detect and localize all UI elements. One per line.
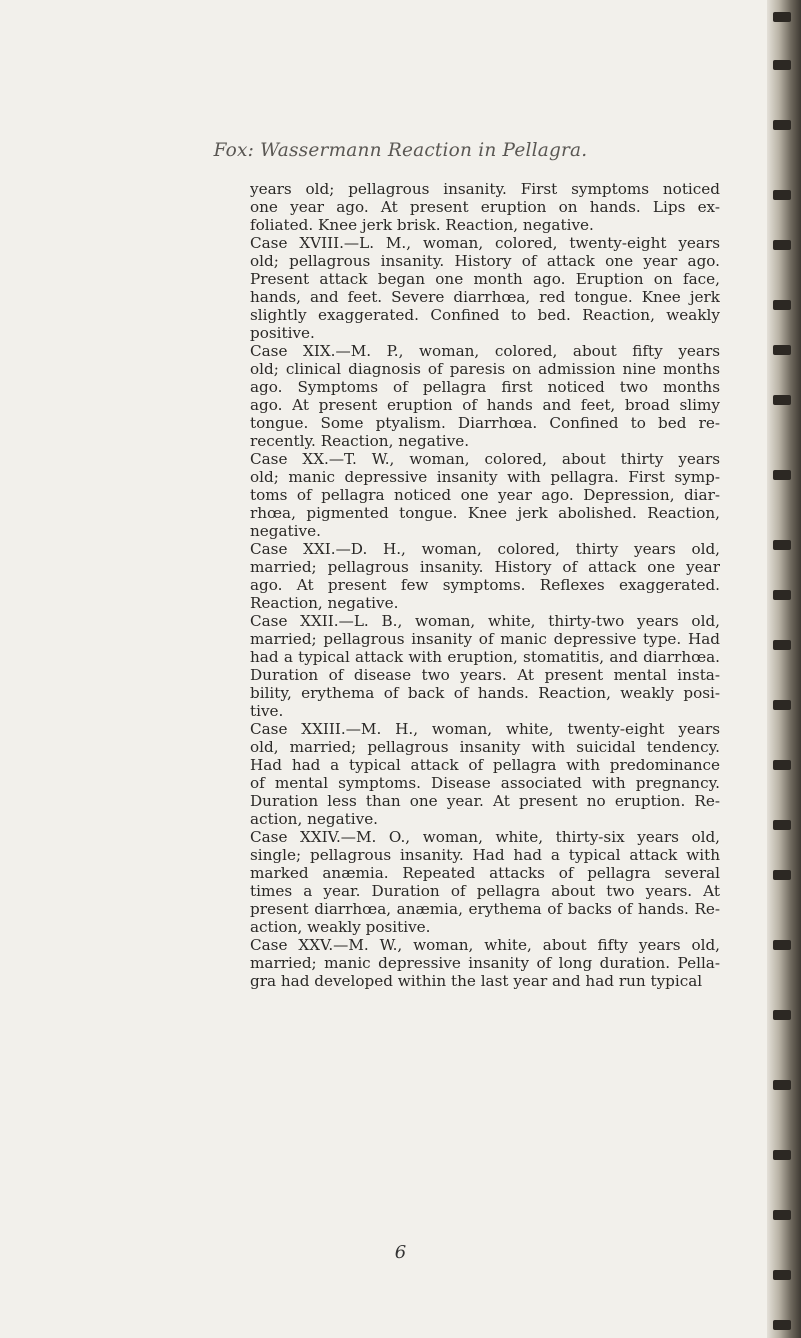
edge-mark bbox=[773, 640, 791, 650]
text-line: action, negative. bbox=[250, 810, 379, 828]
text-line: Reaction, negative. bbox=[250, 594, 399, 612]
text-line: gra had developed within the last year and had run typical bbox=[250, 972, 703, 990]
text-line: old; pellagrous insanity. History of attack one year ago. bbox=[250, 252, 720, 270]
edge-mark bbox=[773, 1080, 791, 1090]
text-line: years old; pellagrous insanity. First symptoms noticed bbox=[250, 180, 720, 198]
body-text bbox=[250, 180, 720, 990]
text-line: times a year. Duration of pellagra about two years. At bbox=[250, 882, 720, 900]
text-line: ago. Symptoms of pellagra first noticed two months bbox=[250, 378, 720, 396]
edge-mark bbox=[773, 590, 791, 600]
text-line: negative. bbox=[250, 522, 321, 540]
edge-mark bbox=[773, 470, 791, 480]
text-line: positive. bbox=[250, 324, 315, 342]
text-line: marked anæmia. Repeated attacks of pellagra several bbox=[250, 864, 720, 882]
edge-mark bbox=[773, 60, 791, 70]
text-line: Present attack began one month ago. Eruption on face, bbox=[250, 270, 720, 288]
text-line: hands, and feet. Severe diarrhœa, red tongue. Knee jerk bbox=[250, 288, 720, 306]
edge-mark bbox=[773, 1210, 791, 1220]
text-line: Case XIX.—M. P., woman, colored, about fifty years bbox=[250, 342, 720, 360]
text-line: single; pellagrous insanity. Had had a typical attack with bbox=[250, 846, 720, 864]
text-line: Case XXII.—L. B., woman, white, thirty-two years old, bbox=[250, 612, 720, 630]
text-line: action, weakly positive. bbox=[250, 918, 431, 936]
edge-mark bbox=[773, 395, 791, 405]
edge-mark bbox=[773, 240, 791, 250]
page-number: 6 bbox=[394, 1242, 407, 1263]
text-line: slightly exaggerated. Confined to bed. Reaction, weakly bbox=[250, 306, 720, 324]
edge-mark bbox=[773, 1010, 791, 1020]
text-line: one year ago. At present eruption on hands. Lips ex- bbox=[250, 198, 720, 216]
text-line: present diarrhœa, anæmia, erythema of backs of hands. Re- bbox=[250, 900, 720, 918]
text-line: Case XXIV.—M. O., woman, white, thirty-six years old, bbox=[250, 828, 720, 846]
text-line: old; manic depressive insanity with pellagra. First symp- bbox=[250, 468, 720, 486]
text-line: Had had a typical attack of pellagra with predominance bbox=[250, 756, 720, 774]
text-line: recently. Reaction, negative. bbox=[250, 432, 470, 450]
text-line: rhœa, pigmented tongue. Knee jerk abolished. Reaction, bbox=[250, 504, 720, 522]
edge-mark bbox=[773, 12, 791, 22]
edge-mark bbox=[773, 760, 791, 770]
edge-mark bbox=[773, 345, 791, 355]
text-line: tive. bbox=[250, 702, 284, 720]
text-line: toms of pellagra noticed one year ago. Depression, diar- bbox=[250, 486, 720, 504]
edge-mark bbox=[773, 820, 791, 830]
edge-mark bbox=[773, 1150, 791, 1160]
text-line: Case XX.—T. W., woman, colored, about thirty years bbox=[250, 450, 720, 468]
edge-mark bbox=[773, 1320, 791, 1330]
page-edge-shadow bbox=[767, 0, 801, 1338]
text-line: Case XXIII.—M. H., woman, white, twenty-eight years bbox=[250, 720, 720, 738]
text-line: foliated. Knee jerk brisk. Reaction, negative. bbox=[250, 216, 594, 234]
text-line: ago. At present eruption of hands and feet, broad slimy bbox=[250, 396, 720, 414]
text-line: tongue. Some ptyalism. Diarrhœa. Confined to bed re- bbox=[250, 414, 720, 432]
text-line: married; manic depressive insanity of long duration. Pella- bbox=[250, 954, 720, 972]
edge-mark bbox=[773, 540, 791, 550]
text-line: had a typical attack with eruption, stomatitis, and diarrhœa. bbox=[250, 648, 720, 666]
text-line: married; pellagrous insanity of manic depressive type. Had bbox=[250, 630, 720, 648]
text-line: Case XXI.—D. H., woman, colored, thirty years old, bbox=[250, 540, 720, 558]
text-line: bility, erythema of back of hands. Reaction, weakly posi- bbox=[250, 684, 720, 702]
text-line: Duration less than one year. At present no eruption. Re- bbox=[250, 792, 720, 810]
edge-mark bbox=[773, 120, 791, 130]
running-head: Fox: Wassermann Reaction in Pellagra. bbox=[213, 140, 588, 161]
edge-mark bbox=[773, 300, 791, 310]
edge-mark bbox=[773, 870, 791, 880]
text-line: Duration of disease two years. At present mental insta- bbox=[250, 666, 720, 684]
text-line: married; pellagrous insanity. History of attack one year bbox=[250, 558, 720, 576]
text-line: of mental symptoms. Disease associated with pregnancy. bbox=[250, 774, 720, 792]
edge-mark bbox=[773, 190, 791, 200]
text-line: old, married; pellagrous insanity with suicidal tendency. bbox=[250, 738, 720, 756]
edge-mark bbox=[773, 1270, 791, 1280]
edge-mark bbox=[773, 700, 791, 710]
text-line: ago. At present few symptoms. Reflexes exaggerated. bbox=[250, 576, 720, 594]
text-line: old; clinical diagnosis of paresis on admission nine months bbox=[250, 360, 720, 378]
text-line: Case XXV.—M. W., woman, white, about fifty years old, bbox=[250, 936, 720, 954]
edge-mark bbox=[773, 940, 791, 950]
text-line: Case XVIII.—L. M., woman, colored, twenty-eight years bbox=[250, 234, 720, 252]
